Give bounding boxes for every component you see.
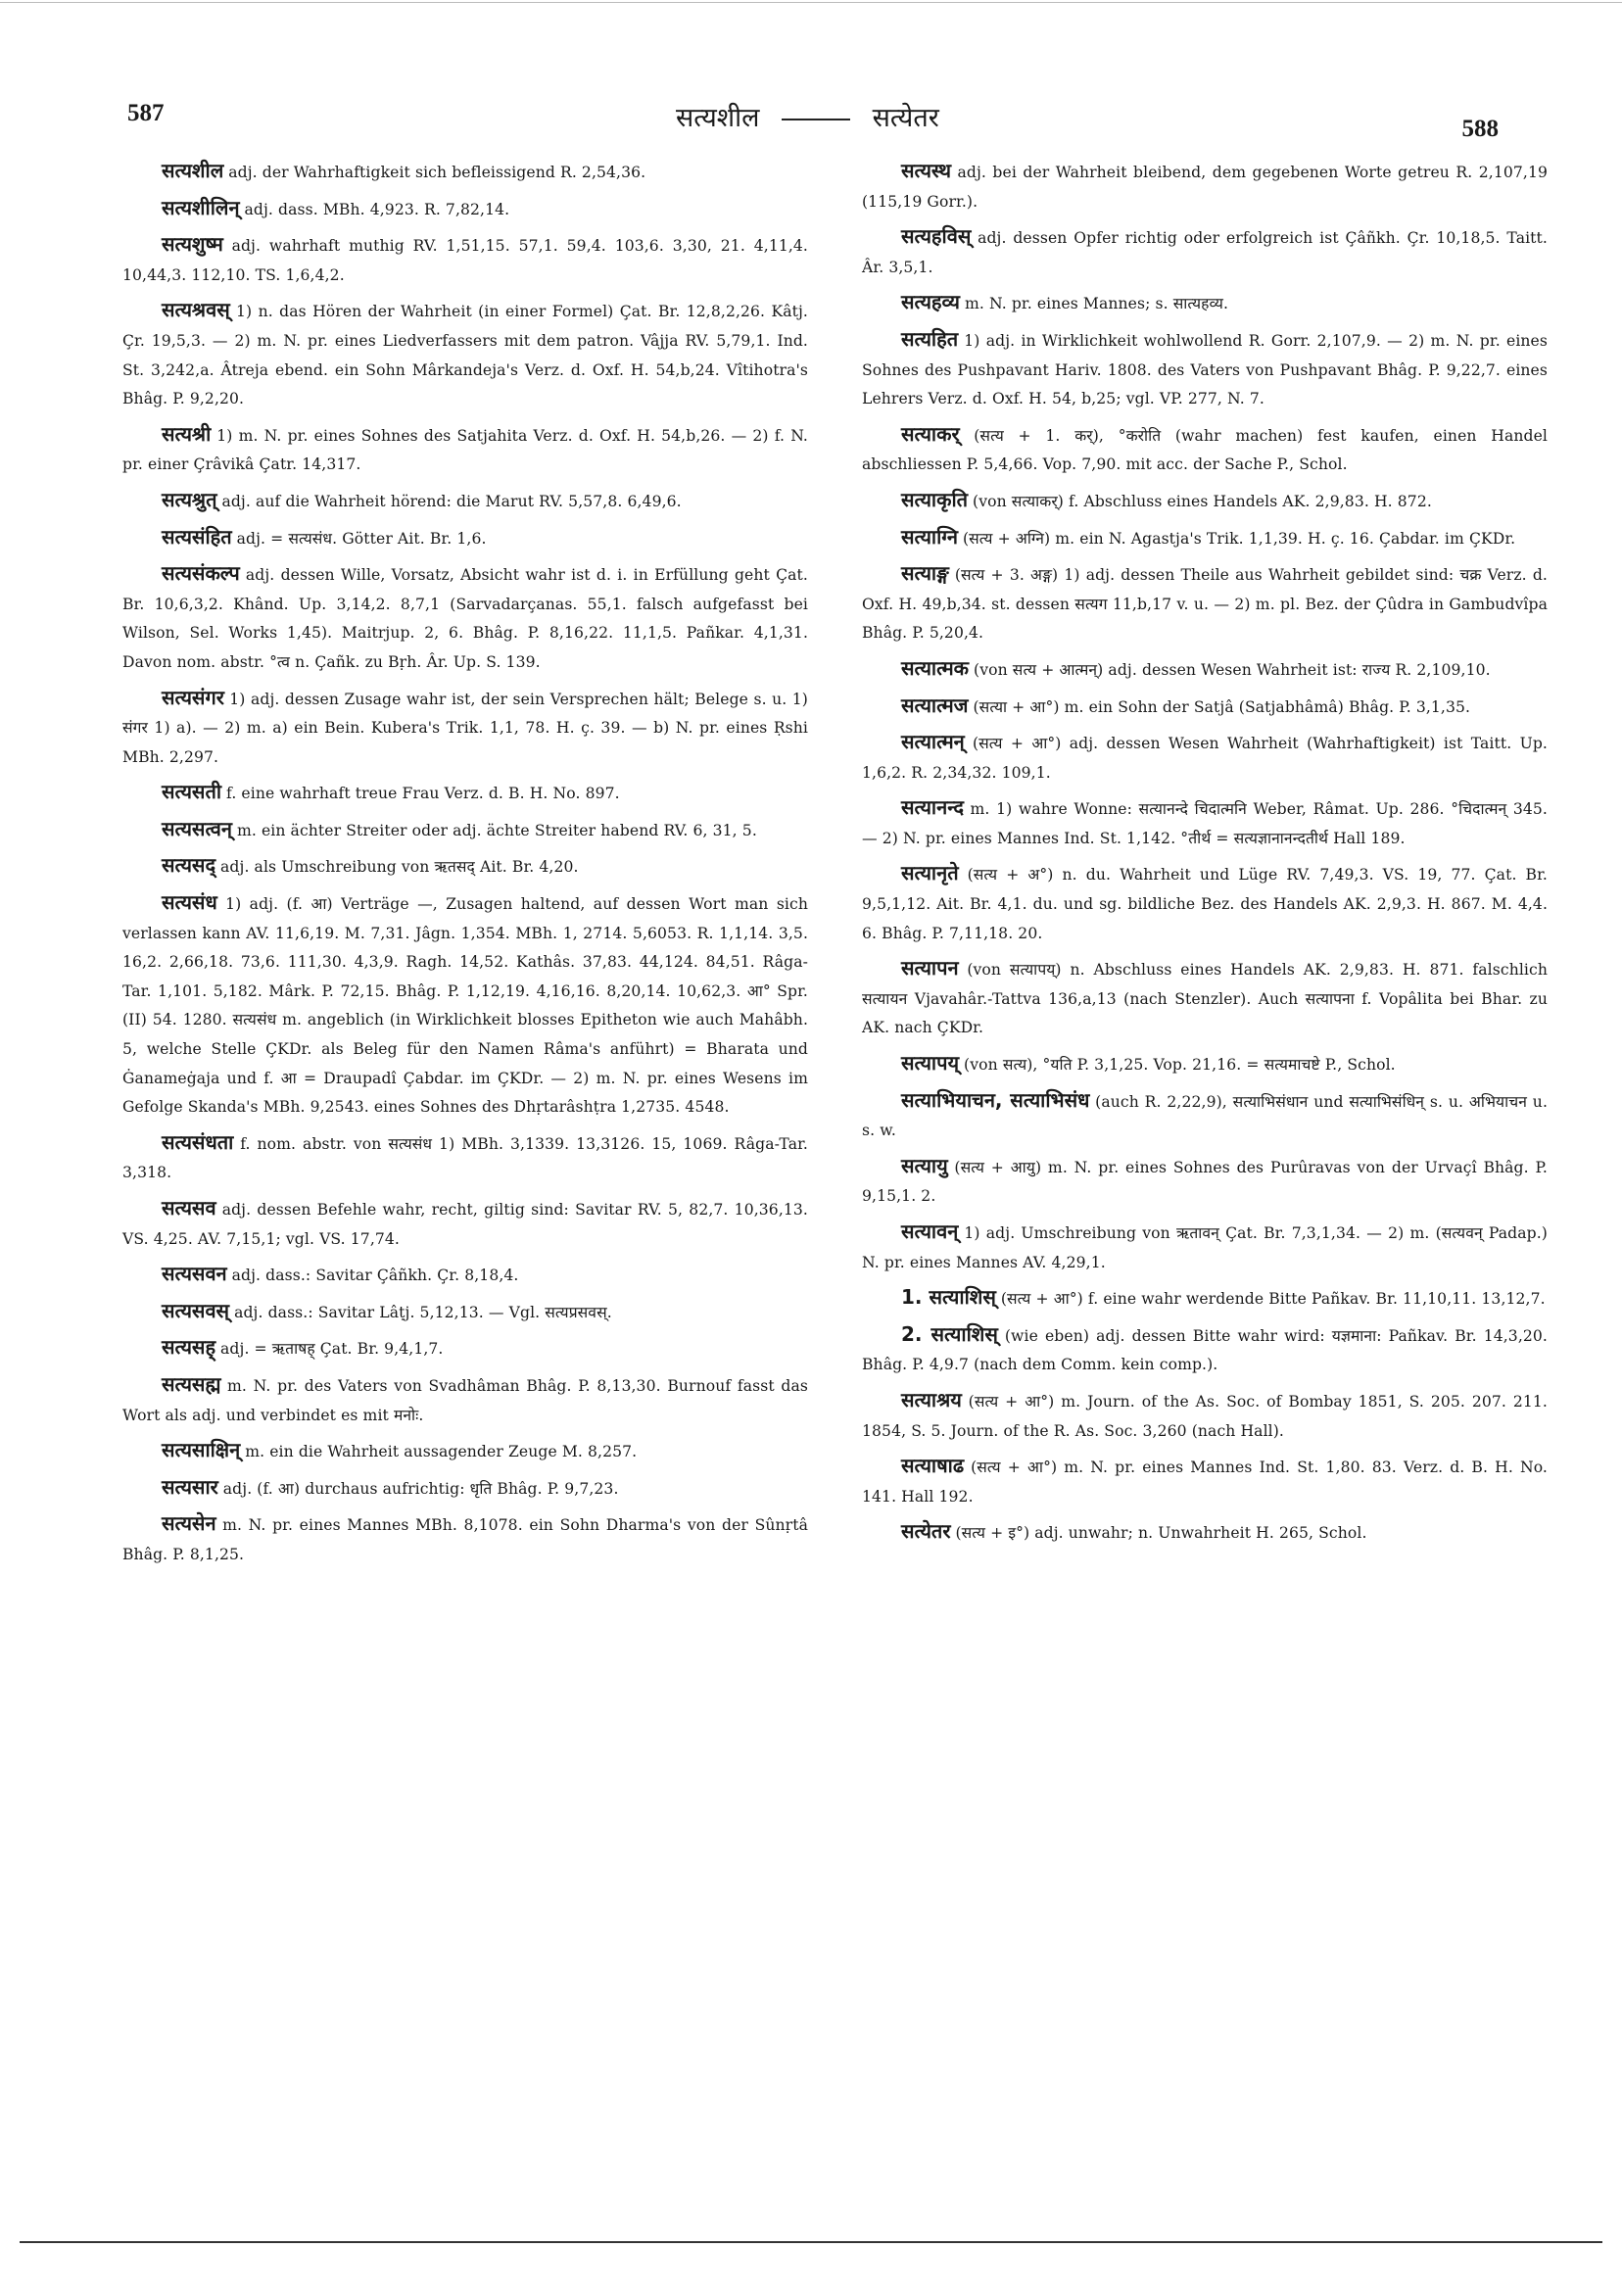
entry-headword: सत्याषाढ	[901, 1454, 965, 1478]
entry-headword: सत्यसह्म	[162, 1371, 221, 1396]
dictionary-entry	[122, 815, 808, 846]
dictionary-entry	[122, 420, 808, 480]
running-title	[676, 98, 939, 134]
entry-headword: सत्यानन्द	[901, 795, 964, 820]
entry-definition: (सत्य + अ°) n. du. Wahrheit und Lüge RV. 7,49,3. VS. 19, 77. Çat. Br. 9,5,1,12. Ait. Br. 4,1. du. und sg. bildliche Bez. des Handels AK. 2,9,3. H. 867. M. 4,4. 6. Bhâg. P. 7,11,18. 20.	[862, 866, 1548, 942]
dictionary-entry	[122, 296, 808, 413]
right-column	[862, 157, 1548, 1555]
entry-definition: 1) adj. dessen Zusage wahr ist, der sein Versprechen hält; Belege s. u. 1) संगर 1) a). — 2) m. a) ein Bein. Kubera's Trik. 1,1, 78. H. ç. 39. — b) N. pr. eines Ṛshi MBh. 2,297.	[122, 690, 808, 766]
entry-headword: सत्यसवन	[162, 1262, 227, 1286]
entry-headword: सत्यसती	[162, 780, 222, 804]
entry-definition: adj. auf die Wahrheit hörend: die Marut RV. 5,57,8. 6,49,6.	[221, 492, 682, 510]
dictionary-entry	[122, 1128, 808, 1188]
entry-definition: (सत्य + इ°) adj. unwahr; n. Unwahrheit H. 265, Schol.	[955, 1524, 1367, 1543]
dictionary-entry	[862, 1517, 1548, 1549]
entry-headword: सत्याग्नि	[901, 524, 958, 549]
entry-definition: adj. bei der Wahrheit bleibend, dem gegebenen Worte getreu R. 2,107,19 (115,19 Gorr.).	[862, 164, 1548, 211]
dictionary-entry	[862, 486, 1548, 517]
entry-headword: सत्यसाक्षिन्	[162, 1438, 241, 1462]
scan-edge-rule	[0, 2, 1622, 3]
entry-headword: सत्यशुष्म	[162, 232, 223, 257]
entry-definition: (सत्य + आ°) m. Journ. of the As. Soc. of Bombay 1851, S. 205. 207. 211. 1854, S. 5. Journ. of the R. As. Soc. 3,260 (nach Hall).	[862, 1392, 1548, 1440]
dictionary-entry	[122, 684, 808, 773]
entry-definition: m. N. pr. des Vaters von Svadhâman Bhâg. P. 8,13,30. Burnouf fasst das Wort als adj. und verbindet es mit मनोः.	[122, 1376, 808, 1424]
entry-definition: m. N. pr. eines Mannes MBh. 8,1078. ein Sohn Dharma's von der Sûnṛtâ Bhâg. P. 8,1,25.	[122, 1516, 808, 1563]
entry-definition: adj. als Umschreibung von ऋतसद् Ait. Br. 4,20.	[220, 858, 579, 877]
entry-definition: (सत्य + आ°) adj. dessen Wesen Wahrheit (Wahrhaftigkeit) ist Taitt. Up. 1,6,2. R. 2,34,32. 109,1.	[862, 735, 1548, 782]
entry-headword: सत्यात्मक	[901, 655, 970, 680]
entry-definition: m. ein ächter Streiter oder adj. ächte Streiter habend RV. 6, 31, 5.	[236, 821, 757, 839]
entry-definition: adj. = ऋताषह् Çat. Br. 9,4,1,7.	[220, 1340, 444, 1359]
entry-headword: सत्यावन्	[901, 1220, 959, 1243]
dictionary-entry	[862, 692, 1548, 723]
dictionary-entry	[862, 654, 1548, 686]
dictionary-entry	[862, 793, 1548, 853]
dictionary-entry	[122, 1509, 808, 1569]
dictionary-entry	[862, 1152, 1548, 1212]
dictionary-entry	[862, 559, 1548, 648]
page-number-left: 587	[127, 100, 165, 126]
dictionary-entry	[862, 222, 1548, 282]
entry-headword: सत्याकर्	[901, 421, 960, 446]
entry-definition: (सत्य + आ°) m. N. pr. eines Mannes Ind. St. 1,80. 83. Verz. d. B. H. No. 141. Hall 192.	[862, 1459, 1548, 1506]
entry-definition: (सत्य + 1. कर्), °करोति (wahr machen) fest kaufen, einen Handel abschliessen P. 5,4,66. Vop. 7,90. mit acc. der Sache P., Schol.	[862, 426, 1548, 474]
entry-definition: adj. dessen Opfer richtig oder erfolgreich ist Çâñkh. Çr. 10,18,5. Taitt. Âr. 3,5,1.	[862, 229, 1548, 276]
page-header	[127, 94, 1499, 143]
entry-headword: सत्यसंधता	[162, 1129, 234, 1154]
entry-definition: adj. dass.: Savitar Çâñkh. Çr. 8,18,4.	[231, 1267, 519, 1285]
dictionary-entry	[122, 559, 808, 677]
entry-definition: m. ein die Wahrheit aussagender Zeuge M. 8,257.	[245, 1443, 638, 1461]
dictionary-entry	[862, 1386, 1548, 1446]
entry-definition: (wie eben) adj. dessen Bitte wahr wird: यज्ञमाना: Pañkav. Br. 14,3,20. Bhâg. P. 4,9.7 (nach dem Comm. kein comp.).	[862, 1326, 1548, 1374]
entry-definition: 1) adj. (f. आ) Verträge —, Zusagen haltend, auf dessen Wort man sich verlassen kann AV. 11,6,19. M. 7,31. Jâgn. 1,354. MBh. 1, 2714. 5,6053. R. 1,1,14. 3,5. 16,2. 2,66,18. 73,6. 111,30. 4,3,9. Ragh. 14,52. Kathâs. 37,83. 44,124. 84,51. Râga-Tar. 1,101. 5,182. Mârk. P. 72,15. Bhâg. P. 1,12,19. 4,16,16. 8,20,14. 10,62,3. आ° Spr. (II) 54. 1280. सत्यसंध m. angeblich (in Wirklichkeit blosses Epitheton wie auch Mahâbh. 5, welche Stelle ÇKDr. als Beleg für den Namen Râma's anführt) = Bharata und Ġanameġaja und f. आ = Draupadî Çabdar. im ÇKDr. — 2) m. N. pr. eines Wesens im Gefolge Skanda's MBh. 9,2543. eines Sohnes des Dhṛtarâshṭra 1,2735. 4548.	[122, 895, 808, 1117]
entry-headword: सत्यसद्	[162, 853, 216, 878]
entry-definition: 1) adj. in Wirklichkeit wohlwollend R. Gorr. 2,107,9. — 2) m. N. pr. eines Sohnes des Pushpavant Hariv. 1808. des Vaters von Pushpavant Bhâg. P. 9,22,7. eines Lehrers Verz. d. Oxf. H. 54, b,25; vgl. VP. 277, N. 7.	[862, 331, 1548, 408]
dictionary-entry	[122, 486, 808, 517]
entry-definition: (सत्य + आयु) m. N. pr. eines Sohnes des Purûravas von der Urvaçî Bhâg. P. 9,15,1. 2.	[862, 1158, 1548, 1206]
dictionary-entry	[122, 1260, 808, 1291]
entry-headword: सत्यहव्य	[901, 290, 960, 314]
dictionary-entry	[122, 888, 808, 1123]
dictionary-entry	[862, 1320, 1548, 1380]
dictionary-entry	[862, 954, 1548, 1043]
dictionary-entry	[862, 859, 1548, 948]
entry-definition: (von सत्य + आत्मन्) adj. dessen Wesen Wahrheit ist: राज्य R. 2,109,10.	[974, 660, 1491, 679]
dictionary-entry	[122, 851, 808, 883]
entry-headword: सत्यसंहित	[162, 524, 232, 549]
entry-definition: (von सत्यापय्) n. Abschluss eines Handels AK. 2,9,83. H. 871. falschlich सत्यायन Vjavahâr.-Tattva 136,a,13 (nach Stenzler). Auch सत्यापना f. Vopâlita bei Bhar. zu AK. nach ÇKDr.	[862, 961, 1548, 1037]
entry-headword: सत्यापय्	[901, 1051, 960, 1076]
entry-definition: adj. = सत्यसंध. Götter Ait. Br. 1,6.	[236, 529, 487, 548]
dictionary-entry	[862, 420, 1548, 480]
entry-headword: सत्यस्थ	[901, 159, 952, 182]
entry-definition: adj. dessen Befehle wahr, recht, giltig sind: Savitar RV. 5, 82,7. 10,36,13. VS. 4,25. AV. 7,15,1; vgl. VS. 17,74.	[122, 1201, 808, 1248]
entry-definition: adj. dass. MBh. 4,923. R. 7,82,14.	[244, 200, 510, 218]
entry-definition: (सत्य + 3. अङ्ग) 1) adj. dessen Theile aus Wahrheit gebildet sind: चक्र Verz. d. Oxf. H. 49,b,34. st. dessen सत्यग 11,b,17 v. u. — 2) m. pl. Bez. der Çûdra in Gambudvîpa Bhâg. P. 5,20,4.	[862, 566, 1548, 643]
running-title-first-word: सत्यशील	[676, 103, 760, 133]
dictionary-entry	[862, 728, 1548, 788]
dictionary-entry	[122, 778, 808, 809]
entry-headword: सत्यसह्	[162, 1335, 216, 1360]
dictionary-entry	[862, 1283, 1548, 1315]
running-title-last-word: सत्येतर	[872, 103, 939, 133]
entry-definition: adj. dessen Wille, Vorsatz, Absicht wahr ist d. i. in Erfüllung geht Çat. Br. 10,6,3,2. Khând. Up. 3,14,2. 8,7,1 (Sarvadarçanas. 55,1. falsch aufgefasst bei Wilson, Sel. Works 1,45). Maitrjup. 2, 6. Bhâg. P. 8,16,22. 11,1,5. Pañkar. 4,1,31. Davon nom. abstr. °त्व n. Çañk. zu Bṛh. Âr. Up. S. 139.	[122, 566, 808, 671]
entry-headword: सत्यसत्वन्	[162, 816, 232, 840]
entry-definition: (von सत्य), °यति P. 3,1,25. Vop. 21,16. = सत्यमाचष्टे P., Schol.	[964, 1056, 1396, 1075]
entry-definition: adj. dass.: Savitar Lâṭj. 5,12,13. — Vgl. सत्यप्रसवस्.	[234, 1303, 612, 1321]
entry-headword: सत्यश्री	[162, 421, 212, 446]
entry-definition: 1) n. das Hören der Wahrheit (in einer Formel) Çat. Br. 12,8,2,26. Kâtj. Çr. 19,5,3. — 2) m. N. pr. eines Liedverfassers mit dem patron. Vâjja RV. 5,79,1. Ind. St. 3,242,a. Âtreja ebend. ein Sohn Mârkandeja's Verz. d. Oxf. H. 54,b,24. Vîtihotra's Bhâg. P. 9,2,20.	[122, 303, 808, 408]
left-column	[122, 157, 808, 1576]
dictionary-entry	[862, 1049, 1548, 1080]
bottom-rule	[20, 2241, 1602, 2243]
dictionary-entry	[862, 523, 1548, 554]
entry-definition: m. N. pr. eines Mannes; s. सात्यहव्य.	[964, 295, 1229, 313]
entry-definition: adj. (f. आ) durchaus aufrichtig: धृति Bhâg. P. 9,7,23.	[222, 1479, 619, 1498]
entry-definition: (von सत्याकर्) f. Abschluss eines Handels AK. 2,9,83. H. 872.	[973, 492, 1432, 510]
entry-headword: सत्यहित	[901, 326, 959, 351]
dictionary-entry	[862, 325, 1548, 414]
entry-headword: सत्याङ्ग	[901, 561, 949, 586]
dictionary-entry	[122, 194, 808, 225]
dictionary-entry	[862, 1452, 1548, 1511]
entry-definition: m. 1) wahre Wonne: सत्यानन्दे चिदात्मनि Weber, Râmat. Up. 286. °चिदात्मन् 345. — 2) N. pr. eines Mannes Ind. St. 1,142. °तीर्थ = सत्यज्ञानानन्दतीर्थ Hall 189.	[862, 800, 1548, 847]
entry-definition: f. eine wahrhaft treue Frau Verz. d. B. H. No. 897.	[226, 785, 620, 803]
entry-headword: सत्यसंगर	[162, 685, 224, 709]
entry-definition: (auch R. 2,22,9), सत्याभिसंधान und सत्याभिसंधिन् s. u. अभियाचन u. s. w.	[862, 1092, 1548, 1140]
dictionary-entry	[122, 1194, 808, 1254]
entry-headword: सत्यायु	[901, 1153, 948, 1177]
dictionary-entry	[122, 1333, 808, 1364]
entry-definition: (सत्य + अग्नि) m. ein N. Agastja's Trik. 1,1,39. H. ç. 16. Çabdar. im ÇKDr.	[962, 529, 1516, 548]
entry-headword: सत्यात्मन्	[901, 730, 965, 754]
entry-headword: सत्यसंध	[162, 890, 217, 915]
entry-headword: सत्यसंकल्प	[162, 561, 240, 586]
dictionary-entry	[862, 288, 1548, 319]
dictionary-entry	[862, 1218, 1548, 1277]
entry-definition: adj. wahrhaft muthig RV. 1,51,15. 57,1. 59,4. 103,6. 3,30, 21. 4,11,4. 10,44,3. 112,10. TS. 1,6,4,2.	[122, 237, 808, 284]
dictionary-entry	[862, 1086, 1548, 1146]
dictionary-entry	[122, 1370, 808, 1430]
entry-headword: सत्यानृते	[901, 861, 959, 885]
entry-headword: सत्यसवस्	[162, 1298, 230, 1322]
page-number-right: 588	[1461, 116, 1499, 142]
entry-headword: सत्याश्रय	[901, 1387, 962, 1411]
entry-definition: 1) m. N. pr. eines Sohnes des Satjahita Verz. d. Oxf. H. 54,b,26. — 2) f. N. pr. einer Çrâvikâ Çatr. 14,317.	[122, 426, 808, 474]
entry-headword: सत्यहविस्	[901, 224, 972, 249]
entry-headword: सत्यात्मज	[901, 693, 969, 717]
entry-definition: 1) adj. Umschreibung von ऋतावन् Çat. Br. 7,3,1,34. — 2) m. (सत्यवन् Padap.) N. pr. eines Mannes AV. 4,29,1.	[862, 1224, 1548, 1271]
entry-headword: सत्यसेन	[162, 1511, 216, 1536]
entry-headword: 2. सत्याशिस्	[901, 1321, 998, 1346]
dictionary-entry	[122, 523, 808, 554]
entry-headword: सत्येतर	[901, 1519, 951, 1544]
entry-definition: adj. der Wahrhaftigkeit sich befleissigend R. 2,54,36.	[228, 164, 646, 181]
dictionary-entry	[122, 1436, 808, 1467]
running-title-dash	[782, 119, 850, 120]
dictionary-entry	[122, 157, 808, 188]
dictionary-entry	[122, 1297, 808, 1328]
entry-headword: 1. सत्याशिस्	[901, 1285, 996, 1310]
entry-definition: f. nom. abstr. von सत्यसंध 1) MBh. 3,1339. 13,3126. 15, 1069. Râga-Tar. 3,318.	[122, 1134, 808, 1182]
entry-definition: (सत्य + आ°) f. eine wahr werdende Bitte Pañkav. Br. 11,10,11. 13,12,7.	[1000, 1290, 1546, 1309]
entry-headword: सत्याकृति	[901, 487, 969, 511]
entry-definition: (सत्या + आ°) m. ein Sohn der Satjâ (Satjabhâmâ) Bhâg. P. 3,1,35.	[973, 697, 1471, 716]
entry-headword: सत्यसव	[162, 1196, 216, 1220]
entry-headword: सत्याभियाचन, सत्याभिसंध	[901, 1087, 1090, 1112]
entry-headword: सत्यश्रुत्	[162, 487, 217, 511]
entry-headword: सत्यसार	[162, 1474, 218, 1499]
entry-headword: सत्यापन	[901, 956, 959, 981]
entry-headword: सत्यशील	[162, 159, 224, 182]
dictionary-entry	[862, 157, 1548, 216]
dictionary-entry	[122, 1473, 808, 1505]
entry-headword: सत्यश्रवस्	[162, 298, 230, 322]
entry-headword: सत्यशीलिन्	[162, 195, 240, 219]
dictionary-entry	[122, 230, 808, 290]
